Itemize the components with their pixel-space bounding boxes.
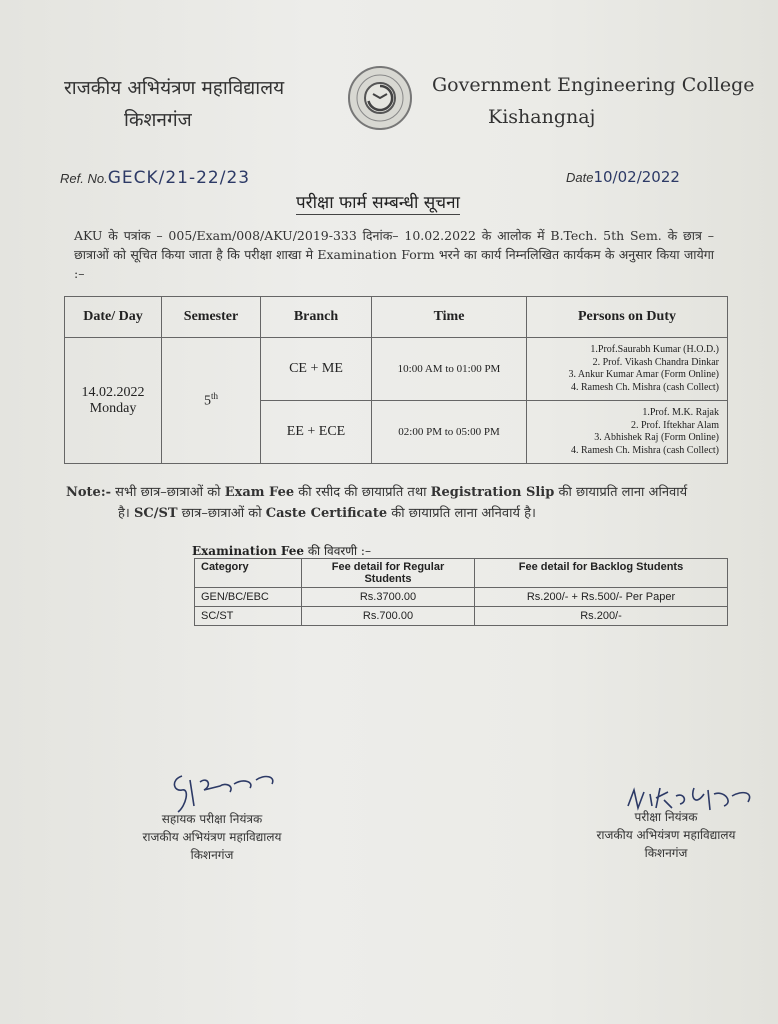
signatory-city: किशनगंज bbox=[190, 848, 234, 862]
branch-cell: EE + ECE bbox=[261, 401, 372, 464]
col-date-day: Date/ Day bbox=[65, 297, 162, 338]
signatory-city: किशनगंज bbox=[644, 846, 688, 860]
fee-backlog: Rs.200/- bbox=[475, 607, 728, 626]
semester-cell bbox=[162, 338, 261, 464]
time-cell: 02:00 PM to 05:00 PM bbox=[372, 401, 527, 464]
fee-category: SC/ST bbox=[195, 607, 302, 626]
college-city-english: Kishangnaj bbox=[488, 106, 596, 128]
fee-col-category: Category bbox=[195, 559, 302, 588]
table-row bbox=[195, 588, 728, 607]
table-row bbox=[195, 607, 728, 626]
fee-label-rest: की विवरणी :– bbox=[307, 544, 371, 558]
fee-section-label bbox=[192, 542, 371, 559]
assistant-controller-signature bbox=[102, 810, 322, 864]
person-entry: 4. Ramesh Ch. Mishra (cash Collect) bbox=[570, 444, 719, 456]
college-name-hindi: राजकीय अभियंत्रण महाविद्यालय bbox=[64, 77, 285, 99]
signatory-title: परीक्षा नियंत्रक bbox=[634, 810, 698, 824]
fee-col-regular: Fee detail for Regular Students bbox=[302, 559, 475, 588]
duty-schedule-table bbox=[64, 296, 728, 464]
table-row bbox=[65, 338, 728, 401]
note-text: की रसीद की छायाप्रति तथा bbox=[298, 485, 427, 500]
college-emblem-icon bbox=[346, 64, 414, 132]
ref-value: GECK/21-22/23 bbox=[107, 168, 251, 188]
note-label: Note:- bbox=[66, 485, 112, 500]
note-bold-text: Caste Certificate bbox=[265, 506, 388, 521]
signatory-org: राजकीय अभियंत्रण महाविद्यालय bbox=[142, 830, 282, 844]
branch-cell: CE + ME bbox=[261, 338, 372, 401]
person-entry: 3. Ankur Kumar Amar (Form Online) bbox=[568, 369, 719, 380]
date-day-cell bbox=[65, 338, 162, 464]
person-entry: 4. Ramesh Ch. Mishra (cash Collect) bbox=[570, 381, 719, 393]
note-bold-text: Exam Fee bbox=[224, 485, 295, 500]
ref-label: Ref. No. bbox=[60, 171, 108, 186]
note-text: की छायाप्रति लाना अनिवार्य bbox=[558, 485, 688, 500]
exam-day: Monday bbox=[89, 400, 137, 416]
fee-backlog: Rs.200/- + Rs.500/- Per Paper bbox=[475, 588, 728, 607]
fee-col-backlog: Fee detail for Backlog Students bbox=[475, 559, 728, 588]
notice-heading: परीक्षा फार्म सम्बन्धी सूचना bbox=[296, 190, 460, 215]
persons-cell bbox=[527, 401, 728, 464]
fee-header-row bbox=[195, 559, 728, 588]
person-entry: 2. Prof. Iftekhar Alam bbox=[630, 419, 719, 431]
signatory-org: राजकीय अभियंत्रण महाविद्यालय bbox=[596, 828, 736, 842]
reference-number bbox=[60, 168, 250, 188]
note-text: सभी छात्र–छात्राओं को bbox=[115, 485, 221, 500]
note-text: है। bbox=[118, 506, 130, 521]
fee-regular: Rs.700.00 bbox=[302, 607, 475, 626]
col-time: Time bbox=[372, 297, 527, 338]
date-label: Date bbox=[566, 170, 594, 185]
date-value: 10/02/2022 bbox=[593, 168, 680, 186]
table-header-row bbox=[65, 297, 728, 338]
time-cell: 10:00 AM to 01:00 PM bbox=[372, 338, 527, 401]
fee-table bbox=[194, 558, 728, 626]
fee-category: GEN/BC/EBC bbox=[195, 588, 302, 607]
person-entry: 1.Prof.Saurabh Kumar (H.O.D.) bbox=[590, 344, 719, 355]
note-bold-text: SC/ST bbox=[133, 506, 178, 521]
person-entry: 3. Abhishek Raj (Form Online) bbox=[594, 432, 719, 443]
col-persons: Persons on Duty bbox=[527, 297, 728, 338]
college-name-english: Government Engineering College bbox=[432, 74, 755, 96]
note-section bbox=[66, 482, 746, 524]
col-branch: Branch bbox=[261, 297, 372, 338]
college-city-hindi: किशनगंज bbox=[124, 109, 192, 131]
note-text: की छायाप्रति लाना अनिवार्य है। bbox=[391, 506, 536, 521]
fee-label-bold: Examination Fee bbox=[192, 544, 304, 558]
semester-suffix: th bbox=[210, 391, 218, 402]
note-bold-text: Registration Slip bbox=[430, 485, 555, 500]
person-entry: 2. Prof. Vikash Chandra Dinkar bbox=[592, 356, 719, 368]
col-semester: Semester bbox=[162, 297, 261, 338]
persons-cell bbox=[527, 338, 728, 401]
fee-regular: Rs.3700.00 bbox=[302, 588, 475, 607]
exam-date: 14.02.2022 bbox=[81, 384, 145, 400]
signatory-title: सहायक परीक्षा नियंत्रक bbox=[161, 812, 263, 826]
exam-controller-signature bbox=[566, 808, 766, 862]
note-text: छात्र–छात्राओं को bbox=[181, 506, 262, 521]
intro-paragraph: AKU के पत्रांक – 005/Exam/008/AKU/2019-333 दिनांक– 10.02.2022 के आलोक में B.Tech. 5th Sem. के छात्र – छात्राओं को सूचित किया जाता है कि परीक्षा शाखा मे Examination Form भरने का कार्य निम्नलिखित कार्यकम के अनुसार किया जायेगा :– bbox=[74, 228, 714, 281]
semester-number: 5 bbox=[203, 393, 211, 409]
person-entry: 1.Prof. M.K. Rajak bbox=[642, 407, 719, 418]
notice-date bbox=[566, 168, 680, 186]
